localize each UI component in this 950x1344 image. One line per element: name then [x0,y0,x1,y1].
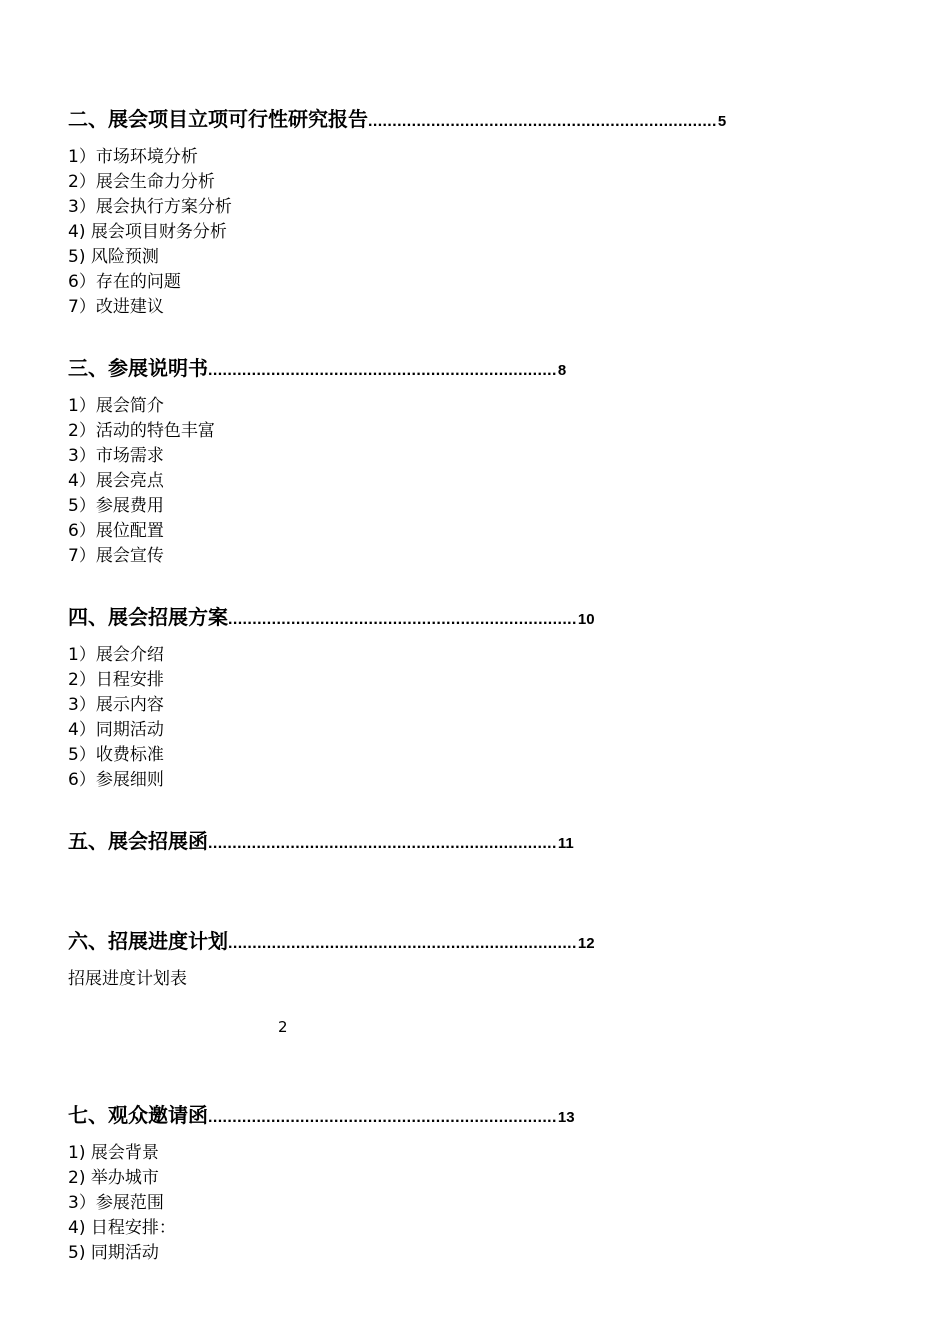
toc-leader-dots: ........................................................................ [368,113,717,130]
toc-heading[interactable] [68,354,566,382]
toc-sub-item: 3）参展范围 [68,1193,164,1213]
toc-heading-title: 七、观众邀请函 [68,1103,208,1127]
toc-heading[interactable] [68,105,726,133]
toc-section-progress-plan [68,927,595,992]
toc-sub-item: 5) 同期活动 [68,1243,159,1263]
page-number: 2 [278,1018,288,1036]
toc-sub-list [68,1141,575,1266]
toc-section-visitor-invitation [68,1101,575,1266]
toc-sub-item: 3）展示内容 [68,695,164,715]
toc-sub-item: 4）同期活动 [68,720,164,740]
toc-page-number: 10 [577,611,595,628]
toc-heading[interactable] [68,1101,575,1129]
toc-sub-item: 6）参展细则 [68,770,164,790]
toc-heading-title: 二、展会项目立项可行性研究报告 [68,107,368,131]
toc-sub-item: 2）展会生命力分析 [68,172,215,192]
toc-sub-list [68,643,595,793]
toc-heading-title: 四、展会招展方案 [68,605,228,629]
toc-sub-item: 2）日程安排 [68,670,164,690]
toc-sub-item: 2）活动的特色丰富 [68,421,215,441]
toc-leader-dots: ........................................................................ [208,1109,557,1126]
toc-section-recruitment-plan [68,603,595,793]
toc-heading[interactable] [68,927,595,955]
toc-sub-item: 7）改进建议 [68,297,164,317]
toc-leader-dots: ........................................................................ [228,935,577,952]
toc-sub-item: 6）存在的问题 [68,272,181,292]
toc-sub-item: 5) 风险预测 [68,247,159,267]
toc-section-invitation-letter [68,827,574,855]
toc-section-feasibility [68,105,726,320]
toc-sub-list [68,145,726,320]
toc-sub-item: 7）展会宣传 [68,546,164,566]
toc-sub-list [68,967,595,992]
toc-sub-list [68,394,566,569]
toc-page-number: 8 [557,362,567,379]
toc-sub-item: 6）展位配置 [68,521,164,541]
toc-sub-item: 4) 日程安排： [68,1218,176,1238]
toc-page-number: 11 [557,835,574,852]
toc-sub-item: 1）市场环境分析 [68,147,198,167]
toc-sub-item: 1）展会介绍 [68,645,164,665]
toc-leader-dots: ........................................................................ [228,611,577,628]
toc-heading-title: 六、招展进度计划 [68,929,228,953]
toc-sub-item: 5）参展费用 [68,496,164,516]
toc-sub-item: 3）展会执行方案分析 [68,197,232,217]
toc-sub-item: 4）展会亮点 [68,471,164,491]
toc-leader-dots: ........................................................................ [208,835,557,852]
toc-leader-dots: ........................................................................ [208,362,557,379]
toc-sub-item: 3）市场需求 [68,446,164,466]
toc-sub-item: 4) 展会项目财务分析 [68,222,227,242]
toc-sub-item: 1）展会简介 [68,396,164,416]
toc-page-number: 13 [557,1109,575,1126]
toc-heading[interactable] [68,827,574,855]
toc-section-exhibitor-guide [68,354,566,569]
toc-heading-title: 三、参展说明书 [68,356,208,380]
toc-heading-title: 五、展会招展函 [68,829,208,853]
toc-sub-item: 1) 展会背景 [68,1143,159,1163]
toc-heading[interactable] [68,603,595,631]
toc-page-number: 12 [577,935,595,952]
toc-sub-item: 2) 举办城市 [68,1168,159,1188]
toc-page-number: 5 [717,113,727,130]
toc-sub-item: 招展进度计划表 [68,969,187,989]
toc-sub-item: 5）收费标准 [68,745,164,765]
